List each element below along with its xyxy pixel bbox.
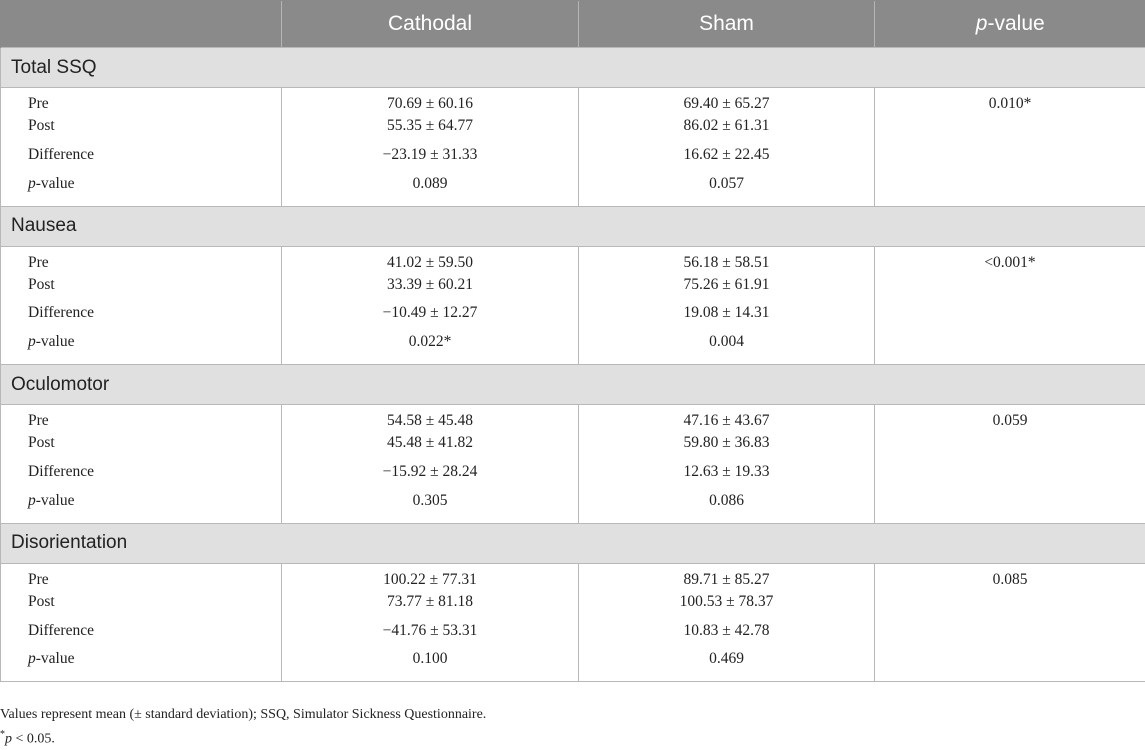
row-label-p: p: [28, 492, 36, 509]
row-label: [1, 492, 282, 524]
sham-value: 19.08 ± 14.31: [579, 304, 875, 333]
cathodal-value: −23.19 ± 31.33: [282, 146, 579, 175]
cathodal-value: 0.100: [282, 650, 579, 682]
section-title: Disorientation: [1, 523, 1145, 563]
row-label-p: p: [28, 175, 36, 192]
footnote-significance: [0, 725, 486, 750]
row-label: Post: [1, 593, 282, 622]
cathodal-value: 100.22 ± 77.31: [282, 563, 579, 593]
cathodal-value: −41.76 ± 53.31: [282, 622, 579, 651]
cathodal-value: 55.35 ± 64.77: [282, 117, 579, 146]
header-pvalue-rest: -value: [987, 12, 1044, 35]
table-row: [1, 405, 1145, 435]
cathodal-value: 54.58 ± 45.48: [282, 405, 579, 435]
group-pvalue: 0.010*: [875, 88, 1145, 207]
row-label: Post: [1, 434, 282, 463]
cathodal-value: 73.77 ± 81.18: [282, 593, 579, 622]
header-pvalue: [875, 1, 1145, 48]
sham-value: 16.62 ± 22.45: [579, 146, 875, 175]
cathodal-value: 45.48 ± 41.82: [282, 434, 579, 463]
group-pvalue: <0.001*: [875, 246, 1145, 365]
sham-value: 0.004: [579, 333, 875, 365]
cathodal-value: 0.089: [282, 175, 579, 207]
row-label: Pre: [1, 88, 282, 118]
row-label: [1, 175, 282, 207]
sham-value: 0.057: [579, 175, 875, 207]
cathodal-value: −10.49 ± 12.27: [282, 304, 579, 333]
header-cathodal: Cathodal: [282, 1, 579, 48]
header-sham: Sham: [579, 1, 875, 48]
header-pvalue-p: p: [976, 12, 988, 35]
sham-value: 12.63 ± 19.33: [579, 463, 875, 492]
cathodal-value: 70.69 ± 60.16: [282, 88, 579, 118]
sham-value: 47.16 ± 43.67: [579, 405, 875, 435]
row-label-rest: -value: [36, 650, 75, 667]
cathodal-value: 0.305: [282, 492, 579, 524]
footnote-threshold: < 0.05.: [12, 732, 55, 747]
table-row: [1, 563, 1145, 593]
sham-value: 86.02 ± 61.31: [579, 117, 875, 146]
table-row: [1, 88, 1145, 118]
row-label-p: p: [28, 333, 36, 350]
row-label-rest: -value: [36, 175, 75, 192]
row-label: Difference: [1, 463, 282, 492]
table-footnotes: [0, 705, 486, 750]
row-label: Pre: [1, 246, 282, 276]
row-label-p: p: [28, 650, 36, 667]
section-disorientation: [1, 523, 1145, 682]
table-row: [1, 246, 1145, 276]
sham-value: 100.53 ± 78.37: [579, 593, 875, 622]
sham-value: 75.26 ± 61.91: [579, 276, 875, 305]
group-pvalue: 0.085: [875, 563, 1145, 682]
row-label: Difference: [1, 304, 282, 333]
cathodal-value: 41.02 ± 59.50: [282, 246, 579, 276]
row-label-rest: -value: [36, 333, 75, 350]
sham-value: 0.469: [579, 650, 875, 682]
footnote-p: p: [5, 732, 12, 747]
header-row: [1, 1, 1145, 48]
section-title: Nausea: [1, 206, 1145, 246]
header-empty: [1, 1, 282, 48]
sham-value: 10.83 ± 42.78: [579, 622, 875, 651]
footnote-abbreviations: Values represent mean (± standard deviation); SSQ, Simulator Sickness Questionnaire.: [0, 705, 486, 725]
section-title: Total SSQ: [1, 48, 1145, 88]
section-oculomotor: [1, 365, 1145, 524]
sham-value: 89.71 ± 85.27: [579, 563, 875, 593]
row-label: Difference: [1, 146, 282, 175]
sham-value: 56.18 ± 58.51: [579, 246, 875, 276]
section-title: Oculomotor: [1, 365, 1145, 405]
section-total-ssq: [1, 48, 1145, 207]
row-label: Post: [1, 276, 282, 305]
sham-value: 59.80 ± 36.83: [579, 434, 875, 463]
row-label: Post: [1, 117, 282, 146]
row-label: [1, 333, 282, 365]
row-label: Pre: [1, 563, 282, 593]
row-label-rest: -value: [36, 492, 75, 509]
row-label: [1, 650, 282, 682]
sham-value: 0.086: [579, 492, 875, 524]
row-label: Difference: [1, 622, 282, 651]
sham-value: 69.40 ± 65.27: [579, 88, 875, 118]
section-nausea: [1, 206, 1145, 365]
group-pvalue: 0.059: [875, 405, 1145, 524]
row-label: Pre: [1, 405, 282, 435]
cathodal-value: 33.39 ± 60.21: [282, 276, 579, 305]
cathodal-value: 0.022*: [282, 333, 579, 365]
cathodal-value: −15.92 ± 28.24: [282, 463, 579, 492]
footnote-asterisk: *: [0, 729, 5, 740]
